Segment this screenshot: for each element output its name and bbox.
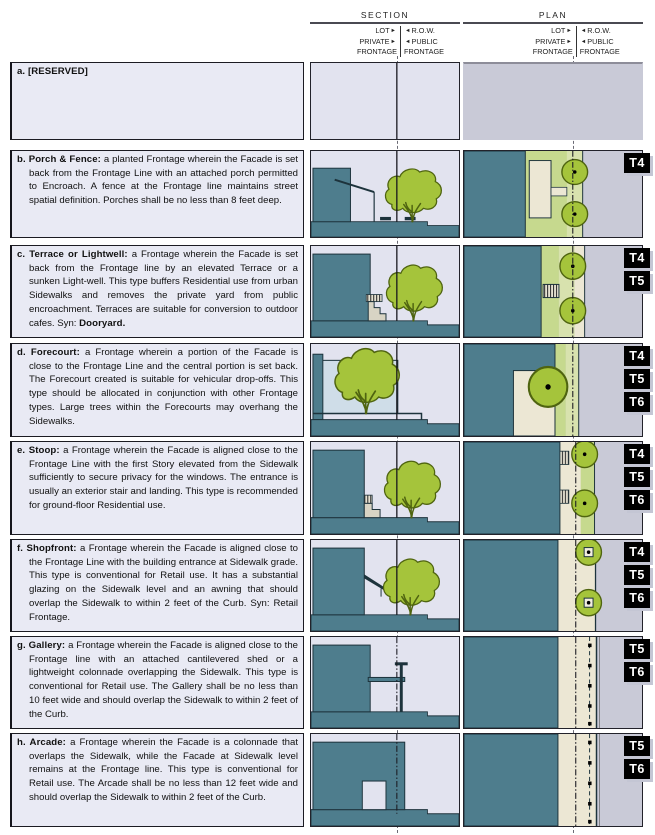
transect-badge: T5: [624, 467, 650, 487]
row-lead: a. [RESERVED]: [17, 66, 88, 77]
right-arrow-icon: ►: [390, 38, 396, 45]
section-lot-labels: LOT► PRIVATE► FRONTAGE: [357, 26, 397, 57]
left-arrow-icon: ◄: [405, 38, 411, 45]
row-lead: e. Stoop:: [17, 445, 60, 456]
frontage-description: h. Arcade: a Frontage wherein the Facade is a colonnade that overlaps the Sidewalk, while the Facade at Sidewalk level remains at the Frontage line. This type is conventional for Retail use. The Arcade shall be no less than 12 feet wide and should overlap the Sidewalk to within 2 feet of the Curb.: [10, 733, 304, 827]
plan-diagram-terrace: [463, 245, 643, 338]
tree-icon: [562, 160, 588, 185]
plan-diagram-gallery: [463, 636, 643, 729]
left-arrow-icon: ◄: [580, 28, 587, 34]
frontage-description: e. Stoop: a Frontage wherein the Facade is aligned close to the Frontage Line with the first Story elevated from the Sidewalk sufficiently to secure privacy for the windows. The entrance is usually an exterior stair and landing. This type is recommended for ground-floor Residential use.: [10, 441, 304, 535]
frontage-row-porch-fence: [0, 150, 655, 238]
transect-badge: T5: [624, 736, 650, 756]
plan-diagram-forecourt: [463, 343, 643, 437]
row-lead: c. Terrace or Lightwell:: [17, 249, 128, 260]
transect-badge: T5: [624, 565, 650, 585]
row-lead: f. Shopfront:: [17, 543, 77, 554]
tree-icon: [529, 367, 568, 407]
section-diagram-porch-fence: [310, 150, 460, 238]
row-syn: Dooryard.: [79, 317, 126, 329]
transect-badges: [624, 248, 650, 294]
right-arrow-icon: ►: [566, 38, 572, 45]
transect-badge: T6: [624, 662, 650, 682]
transect-badge: T4: [624, 346, 650, 366]
section-diagram-gallery: [310, 636, 460, 729]
plan-title: PLAN: [463, 10, 643, 24]
frontage-row-stoop: [0, 441, 655, 535]
row-lead: d. Forecourt:: [17, 347, 80, 358]
transect-badge: T5: [624, 639, 650, 659]
transect-badge: T4: [624, 542, 650, 562]
section-title: SECTION: [310, 10, 460, 24]
frontage-row-shopfront: [0, 539, 655, 632]
transect-badges: [624, 736, 650, 782]
frontage-row-arcade: [0, 733, 655, 827]
section-diagram-arcade: [310, 733, 460, 827]
frontage-description: [10, 62, 304, 140]
plan-diagram-shopfront: [463, 539, 643, 632]
frontage-description: f. Shopfront: a Frontage wherein the Facade is aligned close to the Frontage Line with the building entrance at Sidewalk grade. This type is conventional for Retail use. It has a substantial glazing on the Sidewalk level and an awning that should overlap the Sidewalk to within 2 feet of the Curb. Syn: Retail Frontage.: [10, 539, 304, 632]
left-arrow-icon: ◄: [405, 28, 411, 34]
frontage-description: b. Porch & Fence: a planted Frontage wherein the Facade is set back from the Frontage Line with an attached porch permitted to Encroach. A fence at the Frontage line maintains street spatial definition. Porches shall be no less than 8 feet deep.: [10, 150, 304, 238]
transect-badges: [624, 639, 650, 685]
transect-badge: T5: [624, 271, 650, 291]
section-diagram-shopfront: [310, 539, 460, 632]
row-lead: g. Gallery:: [17, 640, 66, 651]
frontage-description: c. Terrace or Lightwell: a Frontage wherein the Facade is set back from the Frontage line by an elevated Terrace or a sunken Light-well. This type buffers Residential use from urban Sidewalks and removes the private yard from public encroachment. Terraces are suitable for conversion to outdoor cafes. Syn: Dooryard.: [10, 245, 304, 338]
plan-diagram-stoop: [463, 441, 643, 535]
frontage-row-forecourt: [0, 343, 655, 437]
section-diagram-reserved: [310, 62, 460, 140]
plan-lot-labels: LOT► PRIVATE► FRONTAGE: [532, 26, 573, 57]
frontage-description: g. Gallery: a Frontage wherein the Facade is aligned close to the Frontage line with an attached cantilevered shed or a lightweight colonnade overlapping the Sidewalk. This type is conventional for Retail use. The Gallery shall be no less than 10 feet wide and should overlap the Sidewalk to within 2 feet of the Curb.: [10, 636, 304, 729]
plan-diagram-arcade: [463, 733, 643, 827]
frontage-row-terrace-lightwell: [0, 245, 655, 338]
transect-badge: T4: [624, 444, 650, 464]
transect-badge: T4: [624, 153, 650, 173]
transect-badges: [624, 153, 650, 176]
section-row-labels: ◄R.O.W. ◄PUBLIC FRONTAGE: [400, 26, 460, 57]
frontage-description: d. Forecourt: a Frontage wherein a portion of the Facade is close to the Frontage Line and the central portion is set back. The Forecourt created is suitable for vehicular drop-offs. This type should be allocated in conjunction with other Frontage types. Large trees within the Forecourts may overhang the Sidewalks.: [10, 343, 304, 437]
plan-row-labels: ◄R.O.W. ◄PUBLIC FRONTAGE: [576, 26, 643, 57]
transect-badges: [624, 542, 650, 611]
right-arrow-icon: ►: [390, 28, 396, 34]
transect-badges: [624, 346, 650, 415]
transect-badge: T6: [624, 490, 650, 510]
transect-badges: [624, 444, 650, 513]
section-diagram-stoop: [310, 441, 460, 535]
row-lead: h. Arcade:: [17, 737, 66, 748]
row-lead: b. Porch & Fence:: [17, 154, 101, 165]
plan-diagram-porch-fence: [463, 150, 643, 238]
transect-badge: T6: [624, 588, 650, 608]
right-arrow-icon: ►: [566, 28, 572, 34]
plan-diagram-reserved: [463, 62, 643, 140]
tree-icon: [562, 202, 588, 227]
transect-badge: T6: [624, 759, 650, 779]
section-column-header: [310, 10, 460, 57]
frontage-row-gallery: [0, 636, 655, 729]
left-arrow-icon: ◄: [580, 38, 587, 45]
section-diagram-forecourt: [310, 343, 460, 437]
transect-badge: T4: [624, 248, 650, 268]
plan-column-header: [463, 10, 643, 57]
frontage-row-reserved: [0, 62, 655, 140]
section-diagram-terrace: [310, 245, 460, 338]
transect-badge: T5: [624, 369, 650, 389]
transect-badge: T6: [624, 392, 650, 412]
